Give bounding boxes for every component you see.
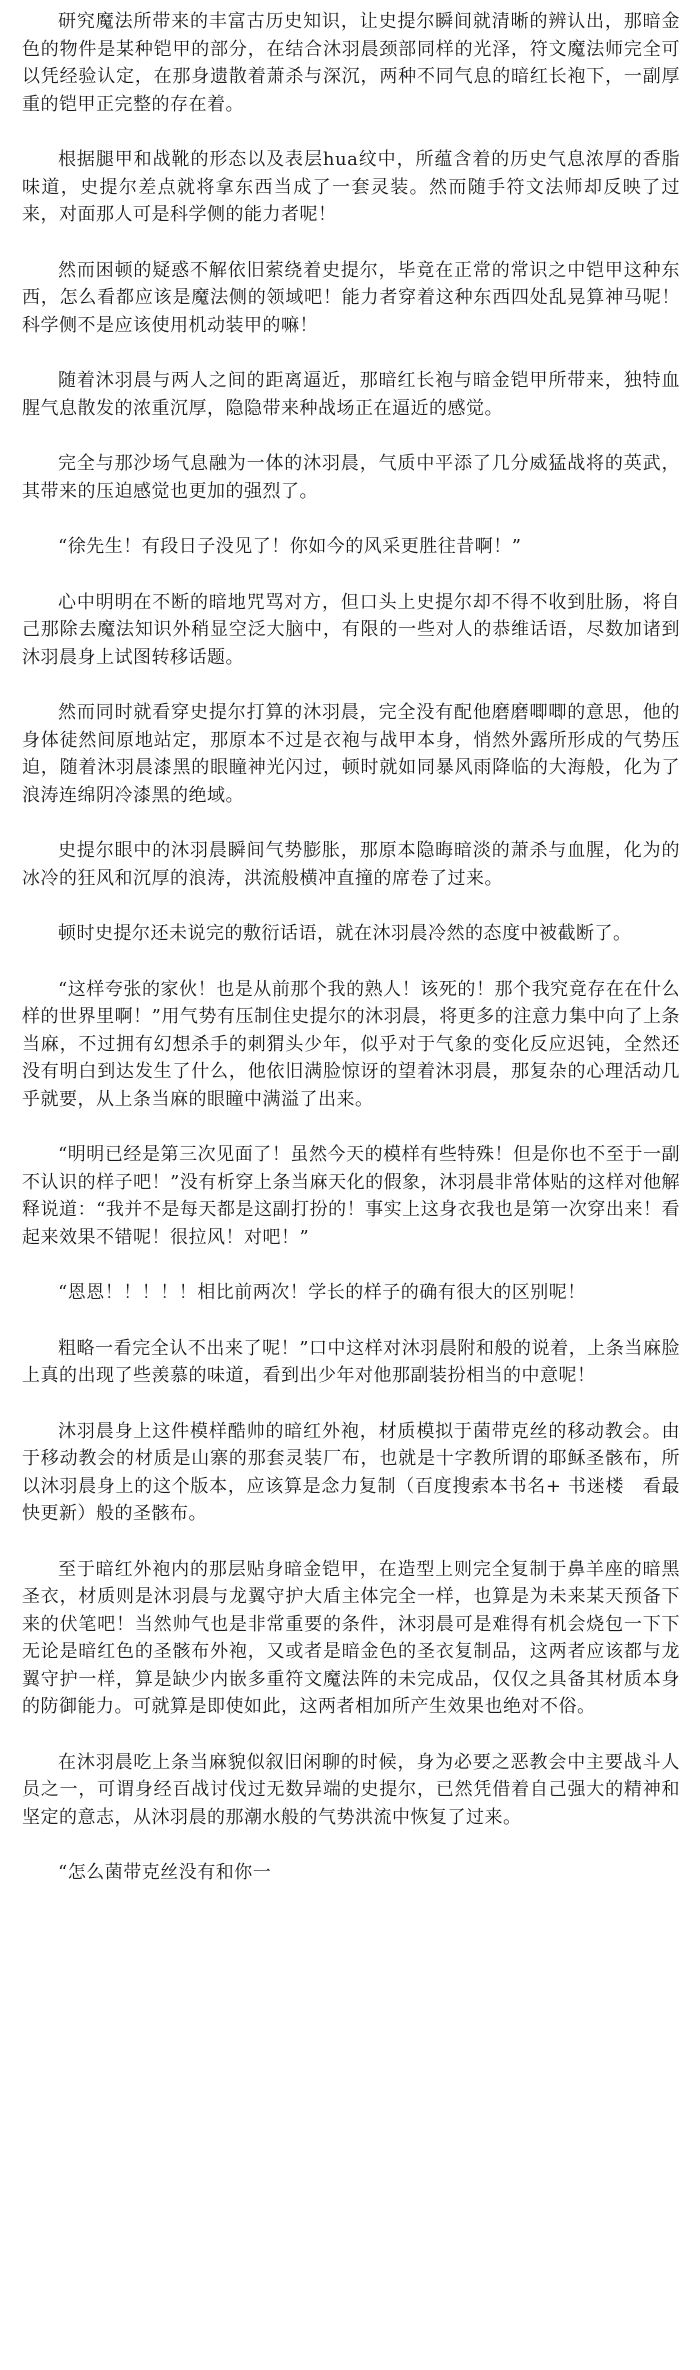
paragraph-14: 粗略一看完全认不出来了呢！”口中这样对沐羽晨附和般的说着，上条当麻脸上真的出现了些羡慕的味道，看到出少年对他那副装扮相当的中意呢！ bbox=[22, 1337, 680, 1386]
paragraph-13: “恩恩！！！！！相比前两次！学长的样子的确有很大的区别呢！ bbox=[58, 1282, 586, 1303]
paragraph-12: “明明已经是第三次见面了！虽然今天的模样有些特殊！但是你也不至于一副不认识的样子吧！”没有析穿上条当麻天化的假象，沐羽晨非常体贴的这样对他解释说道：“我并不是每天都是这副打扮的！事实上这身衣我也是第一次穿出来！看起来效果不错呢！很拉风！对吧！” bbox=[22, 1144, 680, 1248]
paragraph-17: 在沐羽晨吃上条当麻貌似叙旧闲聊的时候，身为必要之恶教会中主要战斗人员之一，可谓身经百战讨伐过无数异端的史提尔，已然凭借着自己强大的精神和坚定的意志，从沐羽晨的那潮水般的气势洪流中恢复了过来。 bbox=[22, 1751, 680, 1828]
paragraph-16: 至于暗红外袍内的那层贴身暗金铠甲，在造型上则完全复制于鼻羊座的暗黑圣衣，材质则是沐羽晨与龙翼守护大盾主体完全一样，也算是为未来某天预备下来的伏笔吧！当然帅气也是非常重要的条件，沐羽晨可是难得有机会烧包一下下无论是暗红色的圣骸布外袍，又或者是暗金色的圣衣复制品，这两者应该都与龙翼守护一样，算是缺少内嵌多重符文魔法阵的未完成品，仅仅之具备其材质本身的防御能力。可就算是即使如此，这两者相加所产生效果也绝对不俗。 bbox=[22, 1558, 680, 1717]
paragraph-6: “徐先生！有段日子没见了！你如今的风采更胜往昔啊！” bbox=[58, 536, 522, 557]
paragraph-3: 然而困顿的疑惑不解依旧萦绕着史提尔，毕竟在正常的常识之中铠甲这种东西，怎么看都应该是魔法侧的领域吧！能力者穿着这种东西四处乱晃算神马呢！科学侧不是应该使用机动装甲的嘛！ bbox=[22, 259, 680, 336]
paragraph-8: 然而同时就看穿史提尔打算的沐羽晨，完全没有配他磨磨唧唧的意思，他的身体徒然间原地站定，那原本不过是衣袍与战甲本身，悄然外露所形成的气势压迫，随着沐羽晨漆黑的眼瞳神光闪过，顿时就如同暴风雨降临的大海般，化为了浪涛连绵阴冷漆黑的绝域。 bbox=[22, 702, 680, 806]
paragraph-7: 心中明明在不断的暗地咒骂对方，但口头上史提尔却不得不收到肚肠，将自己那除去魔法知识外稍显空泛大脑中，有限的一些对人的恭维话语，尽数加诸到沐羽晨身上试图转移话题。 bbox=[22, 591, 680, 668]
paragraph-11: “这样夸张的家伙！也是从前那个我的熟人！该死的！那个我究竟存在在什么样的世界里啊！”用气势有压制住史提尔的沐羽晨，将更多的注意力集中向了上条当麻，不过拥有幻想杀手的刺猬头少年，似乎对于气象的变化反应迟钝，全然还没有明白到达发生了什么，他依旧满脸惊讶的望着沐羽晨，那复杂的心理活动几乎就要，从上条当麻的眼瞳中满溢了出来。 bbox=[22, 978, 680, 1110]
paragraph-2: 根据腿甲和战靴的形态以及表层hua纹中，所蕴含着的历史气息浓厚的香脂味道，史提尔差点就将拿东西当成了一套灵装。然而随手符文法师却反映了过来，对面那人可是科学侧的能力者呢！ bbox=[22, 149, 680, 225]
paragraph-5: 完全与那沙场气息融为一体的沐羽晨，气质中平添了几分威猛战将的英武，其带来的压迫感觉也更加的强烈了。 bbox=[22, 453, 680, 502]
paragraph-10: 顿时史提尔还未说完的敷衍话语，就在沐羽晨冷然的态度中被截断了。 bbox=[58, 923, 632, 944]
paragraph-4: 随着沐羽晨与两人之间的距离逼近，那暗红长袍与暗金铠甲所带来，独特血腥气息散发的浓重沉厚，隐隐带来种战场正在逼近的感觉。 bbox=[22, 370, 680, 419]
paragraph-9: 史提尔眼中的沐羽晨瞬间气势膨胀，那原本隐晦暗淡的萧杀与血腥，化为的冰冷的狂风和沉厚的浪涛，洪流般横冲直撞的席卷了过来。 bbox=[22, 840, 680, 889]
paragraph-15: 沐羽晨身上这件模样酷帅的暗红外袍，材质模拟于菌带克丝的移动教会。由于移动教会的材质是山寨的那套灵装厂布，也就是十字教所谓的耶稣圣骸布，所以沐羽晨身上的这个版本，应该算是念力复制（百度搜索本书名+ 书迷楼 看最快更新）般的圣骸布。 bbox=[22, 1420, 680, 1524]
paragraph-1: 研究魔法所带来的丰富古历史知识，让史提尔瞬间就清晰的辨认出，那暗金色的物件是某种铠甲的部分，在结合沐羽晨颈部同样的光泽，符文魔法师完全可以凭经验认定，在那身遗散着萧杀与深沉，两种不同气息的暗红长袍下，一副厚重的铠甲正完整的存在着。 bbox=[22, 11, 680, 115]
paragraph-18: “怎么菌带克丝没有和你一 bbox=[58, 1862, 272, 1883]
